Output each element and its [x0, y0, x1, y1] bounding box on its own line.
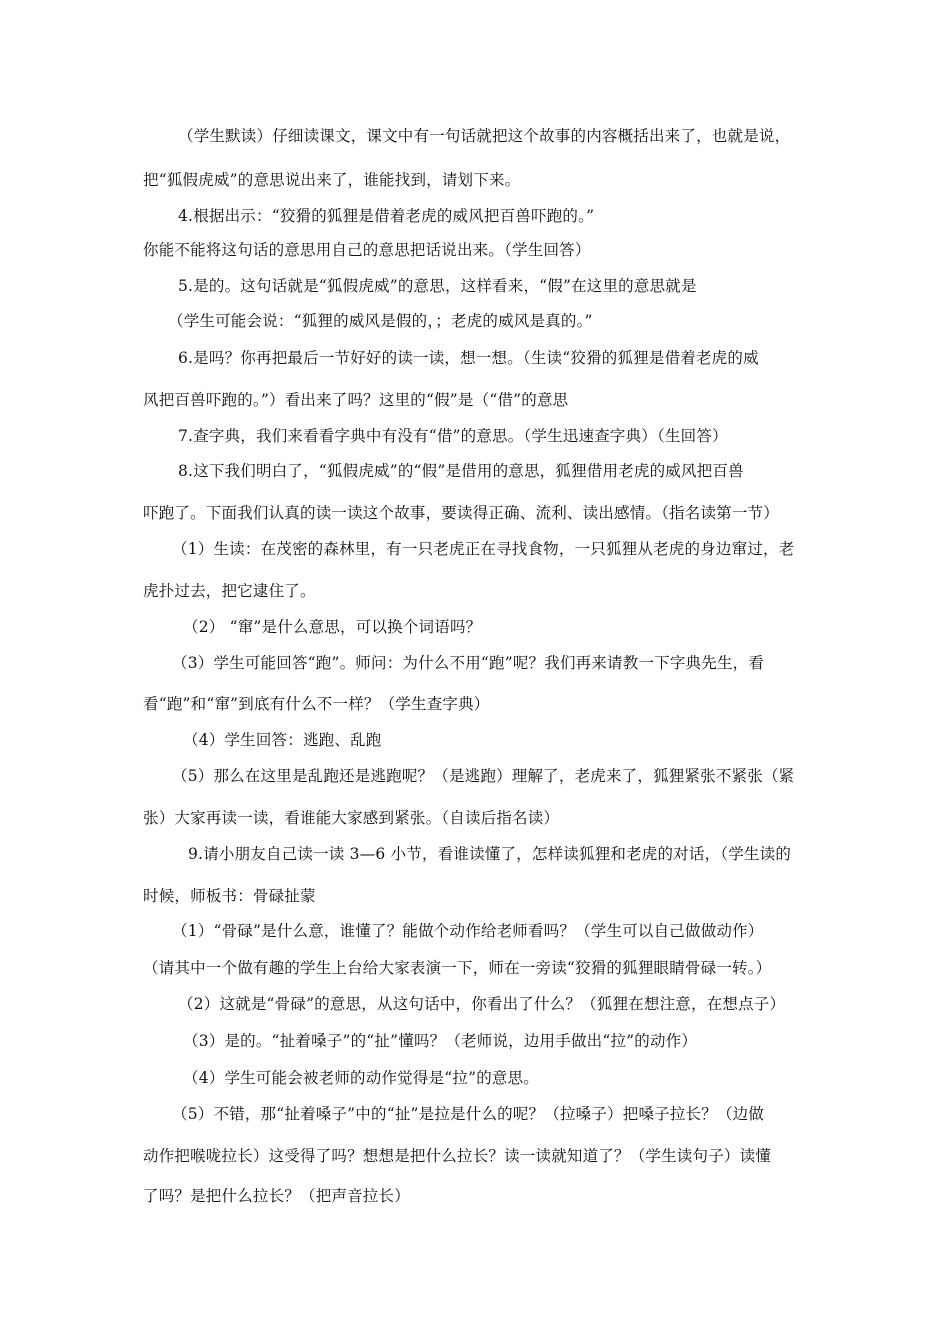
paragraph-line: （3）学生可能回答“跑”。师问：为什么不用“跑”呢？我们再来请教一下字典先生，看: [172, 654, 765, 672]
paragraph-line: 了吗？是把什么拉长？（把声音拉长）: [143, 1187, 410, 1205]
paragraph-line: 4.根据出示：“狡猾的狐狸是借着老虎的威风把百兽吓跑的。”: [178, 207, 595, 225]
paragraph-line: （5）那么在这里是乱跑还是逃跑呢？（是逃跑）理解了，老虎来了，狐狸紧张不紧张（紧: [172, 767, 795, 785]
paragraph-line: （学生可能会说：“狐狸的威风是假的，；老虎的威风是真的。”: [168, 312, 593, 330]
paragraph-line: 虎扑过去，把它逮住了。: [143, 582, 316, 600]
paragraph-line: 把“狐假虎威”的意思说出来了，谁能找到，请划下来。: [143, 171, 521, 189]
paragraph-line: 7.查字典，我们来看看字典中有没有“借”的意思。（学生迅速查字典）（生回答）: [178, 427, 728, 445]
paragraph-line: （学生默读）仔细读课文，课文中有一句话就把这个故事的内容概括出来了，也就是说，: [178, 127, 791, 145]
paragraph-line: （5）不错，那“扯着嗓子”中的“扯”是拉是什么的呢？（拉嗓子）把嗓子拉长？（边做: [172, 1105, 765, 1123]
paragraph-line: 6.是吗？你再把最后一节好好的读一读，想一想。（生读“狡猾的狐狸是借着老虎的威: [178, 349, 759, 367]
paragraph-line: 吓跑了。下面我们认真的读一读这个故事，要读得正确、流利、读出感情。（指名读第一节）: [143, 504, 779, 522]
paragraph-line: （1）“骨碌”是什么意，谁懂了？能做个动作给老师看吗？（学生可以自己做做动作）: [172, 922, 764, 940]
paragraph-line: （2） “窜”是什么意思，可以换个词语吗？: [183, 618, 482, 636]
paragraph-line: 风把百兽吓跑的。”）看出来了吗？这里的“假”是（“借”的意思: [143, 391, 569, 409]
paragraph-line: （4）学生可能会被老师的动作觉得是“拉”的意思。: [183, 1069, 540, 1087]
paragraph-line: 动作把喉咙拉长）这受得了吗？想想是把什么拉长？读一读就知道了？（学生读句子）读懂: [143, 1147, 772, 1165]
paragraph-line: 8.这下我们明白了，“狐假虎威”的“假”是借用的意思，狐狸借用老虎的威风把百兽: [178, 462, 744, 480]
paragraph-line: （请其中一个做有趣的学生上台给大家表演一下，师在一旁读“狡猾的狐狸眼睛骨碌一转。）: [143, 959, 772, 977]
paragraph-line: 你能不能将这句话的意思用自己的意思把话说出来。（学生回答）: [143, 241, 591, 259]
paragraph-line: 时候，师板书：骨碌扯蒙: [143, 887, 316, 905]
paragraph-line: （4）学生回答：逃跑、乱跑: [183, 731, 382, 749]
paragraph-line: （3）是的。“扯着嗓子”的“扯”懂吗？（老师说，边用手做出“拉”的动作）: [183, 1032, 698, 1050]
paragraph-line: （1）生读：在茂密的森林里，有一只老虎正在寻找食物，一只狐狸从老虎的身边窜过，老: [172, 540, 795, 558]
paragraph-line: 9.请小朋友自己读一读 3—6 小节，看谁读懂了，怎样读狐狸和老虎的对话，（学生读的: [188, 845, 792, 863]
paragraph-line: 看“跑”和“窜”到底有什么不一样？（学生查字典）: [143, 695, 490, 713]
paragraph-line: （2）这就是“骨碌”的意思，从这句话中，你看出了什么？（狐狸在想注意，在想点子）: [178, 995, 786, 1013]
paragraph-line: 5.是的。这句话就是“狐假虎威”的意思，这样看来，“假”在这里的意思就是: [178, 277, 697, 295]
paragraph-line: 张）大家再读一读，看谁能大家感到紧张。（自读后指名读）: [143, 809, 560, 827]
